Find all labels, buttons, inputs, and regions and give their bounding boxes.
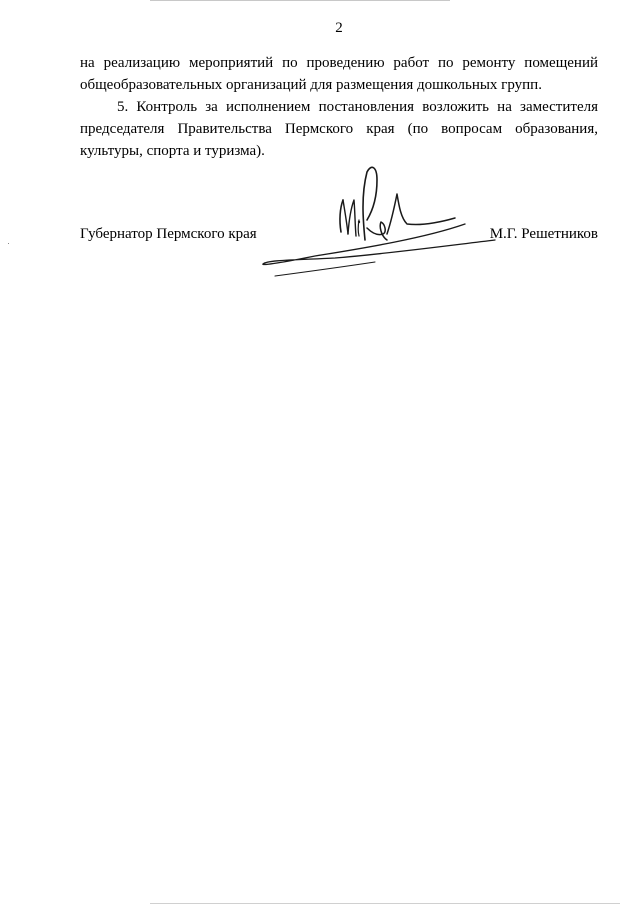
handwritten-signature (255, 160, 505, 280)
signatory-name: М.Г. Решетников (489, 226, 598, 242)
paragraph-continuation: на реализацию мероприятий по проведению работ по ремонту помещений общеобразовательных организаций для размещения дошкольных групп. (80, 55, 598, 93)
document-body (80, 52, 598, 162)
scan-edge-top (150, 0, 450, 1)
scan-edge-bottom (150, 903, 620, 904)
signature-block (80, 223, 598, 245)
paragraph-item-5: 5. Контроль за исполнением постановления возложить на заместителя председателя Правительства Пермского края (по вопросам образования, культуры, спорта и туризма). (80, 99, 598, 159)
scan-speck (8, 243, 9, 244)
page-number: 2 (335, 20, 343, 36)
signatory-position: Губернатор Пермского края (80, 226, 257, 242)
